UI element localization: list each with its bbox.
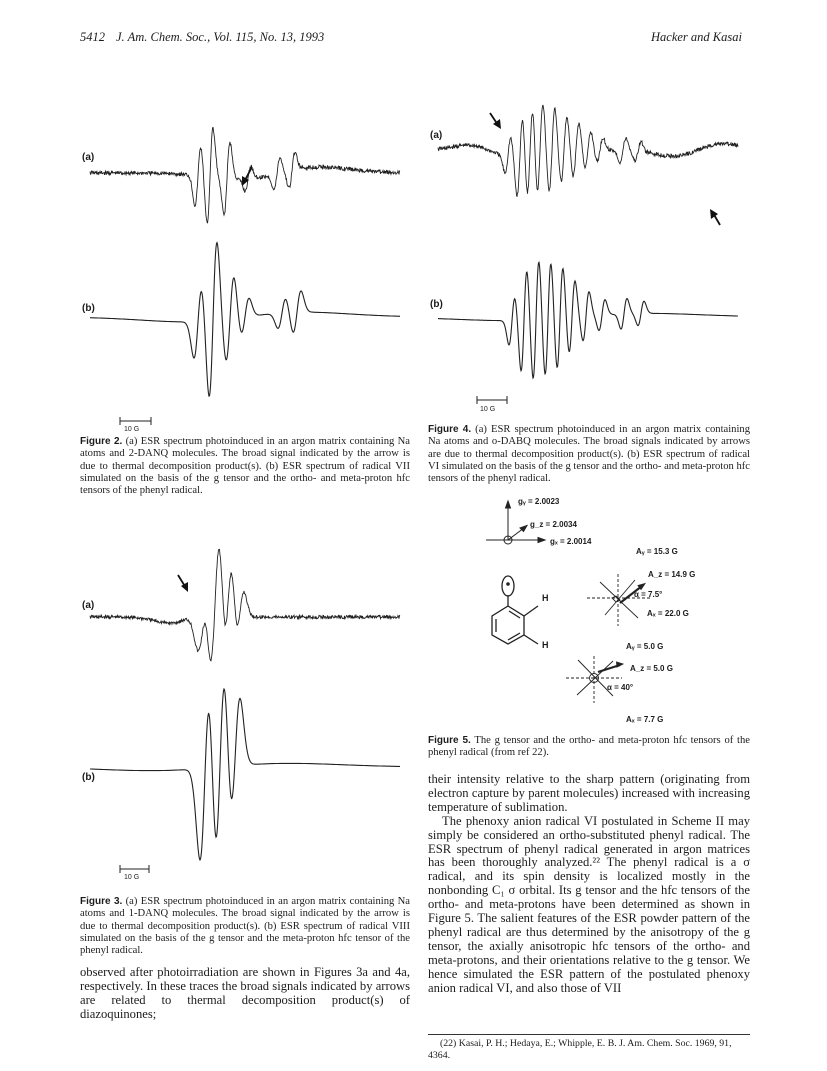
g-y-label: gᵧ = 2.0023 <box>518 497 560 506</box>
right-column-text <box>428 773 750 996</box>
figure2-spectra <box>80 45 410 440</box>
figure4-caption-title: Figure 4. <box>428 424 472 435</box>
right-paragraph-1: their intensity relative to the sharp pattern (originating from electron capture by parent molecules) increased with increasing temperature of sublimation. <box>428 772 750 814</box>
figure4-scale-bar <box>477 396 507 404</box>
figure3-label-a: (a) <box>82 600 95 611</box>
left-column-text <box>80 966 410 1022</box>
ortho-ay-label: Aᵧ = 15.3 G <box>636 547 678 556</box>
figure4-trace-b <box>438 262 738 378</box>
figure2-caption-title: Figure 2. <box>80 436 123 447</box>
figure2-caption <box>80 436 410 497</box>
ortho-h-label: H <box>542 593 549 603</box>
figure2-caption-text: (a) ESR spectrum photoinduced in an argon matrix containing Na atoms and 2-DANQ molecules. The broad signal indicated by the arrow is due to thermal decomposition product(s). (b) ESR spectrum of radical VII simulated on the basis of the g tensor and the ortho- and meta-proton hfc tensors of the phenyl radical. <box>80 436 410 497</box>
figure3-trace-a <box>90 549 400 660</box>
figure2-trace-a <box>90 127 400 223</box>
meta-h-label: H <box>542 640 549 650</box>
footnote-rule <box>428 1034 750 1035</box>
figure4-scale-label: 10 G <box>480 406 496 413</box>
meta-ay-label: Aᵧ = 5.0 G <box>626 642 664 651</box>
figure5-diagram <box>480 498 730 730</box>
figure3-scale-bar <box>120 865 149 873</box>
g-z-label: g_z = 2.0034 <box>530 520 577 529</box>
figure2-label-a: (a) <box>82 152 95 163</box>
phenyl-ring <box>492 576 538 644</box>
figure3-caption-title: Figure 3. <box>80 896 123 907</box>
figure3-label-b: (b) <box>82 772 95 783</box>
figure4-spectra <box>428 45 750 420</box>
meta-hfc-tensor <box>566 656 623 703</box>
figure4-arrow-bottom-icon <box>710 209 720 225</box>
g-x-label: gₓ = 2.0014 <box>550 537 592 546</box>
figure4-caption-text: (a) ESR spectrum photoinduced in an argon matrix containing Na atoms and o-DABQ molecules. The broad signals indicated by arrows are due to thermal decomposition product(s). (b) ESR spectrum of radical VI simulated on the basis of the g tensor and the ortho- and meta-proton hfc tensors of the phenyl radical. <box>428 424 750 485</box>
figure3-caption <box>80 896 410 957</box>
figure2-label-b: (b) <box>82 303 95 314</box>
figure2-scale-label: 10 G <box>124 426 140 433</box>
figure3-trace-b <box>90 689 400 860</box>
figure4-arrow-top-icon <box>490 113 501 129</box>
figure4-trace-a <box>438 105 738 197</box>
ortho-az-label: A_z = 14.9 G <box>648 570 696 579</box>
figure4-label-a: (a) <box>430 130 443 141</box>
meta-az-label: A_z = 5.0 G <box>630 664 673 673</box>
figure3-arrow-icon <box>178 575 188 592</box>
ortho-ax-label: Aₓ = 22.0 G <box>647 609 689 618</box>
figure2-trace-b <box>90 243 400 396</box>
running-head-authors: Hacker and Kasai <box>651 30 742 44</box>
figure4-caption <box>428 424 750 485</box>
figure4-label-b: (b) <box>430 299 443 310</box>
right-paragraph-2: The phenoxy anion radical VI postulated in Scheme II may simply be considered an ortho-substituted phenyl radical. The ESR spectrum of phenyl radical generated in argon matrices has been thoroughly analyzed.²² The phenyl radical is a σ radical, and its spin density is localized mostly in the nonbonding C₁ σ orbital. Its g tensor and the hfc tensors of the ortho- and meta-protons have been determined as shown in Figure 5. The salient features of the ESR powder pattern of the phenyl radical are thus determined by the anisotropy of the g tensor, the axially anisotropic hfc tensors of the ortho- and meta-protons, and their orientations relative to the g tensor. We hence simulated the ESR pattern of the postulated phenoxy anion radical VI, and also those of VII <box>428 813 750 995</box>
footnote-ref-22: (22) Kasai, P. H.; Hedaya, E.; Whipple, E. B. J. Am. Chem. Soc. 1969, 91, 4364. <box>428 1038 732 1061</box>
figure3-scale-label: 10 G <box>124 874 140 881</box>
figure3-caption-text: (a) ESR spectrum photoinduced in an argon matrix containing Na atoms and 1-DANQ molecules. The broad signal indicated by the arrow is due to thermal decomposition product(s). (b) ESR spectrum of radical VIII simulated on the basis of the g tensor and the meta-proton hfc tensor of the phenyl radical. <box>80 896 410 957</box>
journal-citation: J. Am. Chem. Soc., Vol. 115, No. 13, 1993 <box>116 30 325 44</box>
meta-alpha-label: α = 40° <box>607 683 634 692</box>
meta-ax-label: Aₓ = 7.7 G <box>626 715 664 724</box>
figure5-caption-title: Figure 5. <box>428 735 471 746</box>
left-paragraph-1: observed after photoirradiation are shown in Figures 3a and 4a, respectively. In these traces the broad signals indicated by arrows are related to thermal decomposition product(s) of diazoquinones; <box>80 965 410 1021</box>
figure5-caption <box>428 735 750 760</box>
figure5-caption-text: The g tensor and the ortho- and meta-proton hfc tensors of the phenyl radical (from ref 22). <box>428 735 750 759</box>
ortho-hfc-tensor <box>587 574 650 626</box>
figure3-spectra <box>80 520 410 890</box>
ortho-alpha-label: α = 7.5° <box>634 590 663 599</box>
page-number: 5412 <box>80 30 105 44</box>
figure2-scale-bar <box>120 417 151 425</box>
